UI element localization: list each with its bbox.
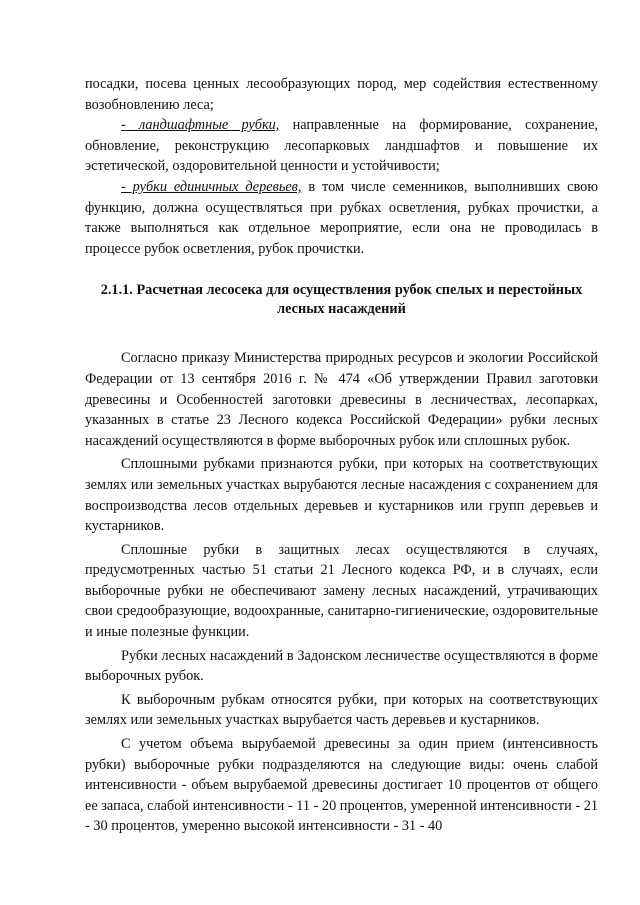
section-heading: 2.1.1. Расчетная лесосека для осуществления рубок спелых и перестойных лесных насаждений bbox=[100, 282, 583, 318]
paragraph-clear-cuttings-definition: Сплошными рубками признаются рубки, при которых на соответствующих землях или земельных участках вырубаются лесные насаждения с сохранением для воспроизводства лесов отдельных деревьев и кустарников или групп деревьев и кустарников. bbox=[85, 456, 598, 535]
paragraph-clear-cuttings-protective: Сплошные рубки в защитных лесах осуществляются в случаях, предусмотренных частью 51 статьи 21 Лесного кодекса РФ, и в случаях, если выборочные рубки не обеспечивают замену лесных насаждений, утрачивающих свои средообразующие, водоохранные, санитарно-гигиенические, оздоровительные и иные полезные функции. bbox=[85, 541, 598, 641]
landscape-cuttings-term: - ландшафтные рубки, bbox=[121, 117, 280, 134]
single-tree-cuttings-term: - рубки единичных деревьев, bbox=[121, 178, 302, 195]
landscape-cuttings-item bbox=[85, 115, 598, 177]
paragraph-order-474: Согласно приказу Министерства природных ресурсов и экологии Российской Федерации от 13 сентября 2016 г. № 474 «Об утверждении Правил заготовки древесины и Особенностей заготовки древесины в лесничествах, лесопарках, указанных в статье 23 Лесного кодекса Российской Федерации» рубки лесных насаждений осуществляются в форме выборочных рубок или сплошных рубок. bbox=[85, 350, 598, 449]
paragraph-cutting-intensity: С учетом объема вырубаемой древесины за один прием (интенсивность рубки) выборочные рубки подразделяются на следующие виды: очень слабой интенсивности - объем вырубаемой древесины достигает 10 процентов от общего ее запаса, слабой интенсивности - 11 - 20 процентов, умеренной интенсивности - 21 - 30 процентов, умеренно высокой интенсивности - 31 - 40 bbox=[85, 736, 598, 835]
paragraph-zadonsk-forestry: Рубки лесных насаждений в Задонском лесничестве осуществляются в форме выборочных рубок. bbox=[85, 647, 598, 685]
intro-continuation: посадки, посева ценных лесообразующих пород, мер содействия естественному возобновлению леса; bbox=[85, 76, 598, 113]
single-tree-cuttings-text: в том числе семенников, выполнивших свою функцию, должна осуществляться при рубках осветления, рубках прочистки, а также выполняться как отдельное мероприятие, если она не проводилась в процессе рубок осветления, рубок прочистки. bbox=[85, 178, 598, 257]
single-tree-cuttings-item bbox=[85, 177, 598, 259]
landscape-cuttings-text: направленные на формирование, сохранение, обновление, реконструкцию лесопарковых ландшафтов и повышение их эстетической, оздоровительной ценности и устойчивости; bbox=[85, 117, 598, 175]
paragraph-selective-cuttings-definition: К выборочным рубкам относятся рубки, при которых на соответствующих землях или земельных участках вырубается часть деревьев и кустарников. bbox=[85, 691, 598, 729]
document-page bbox=[85, 74, 598, 837]
